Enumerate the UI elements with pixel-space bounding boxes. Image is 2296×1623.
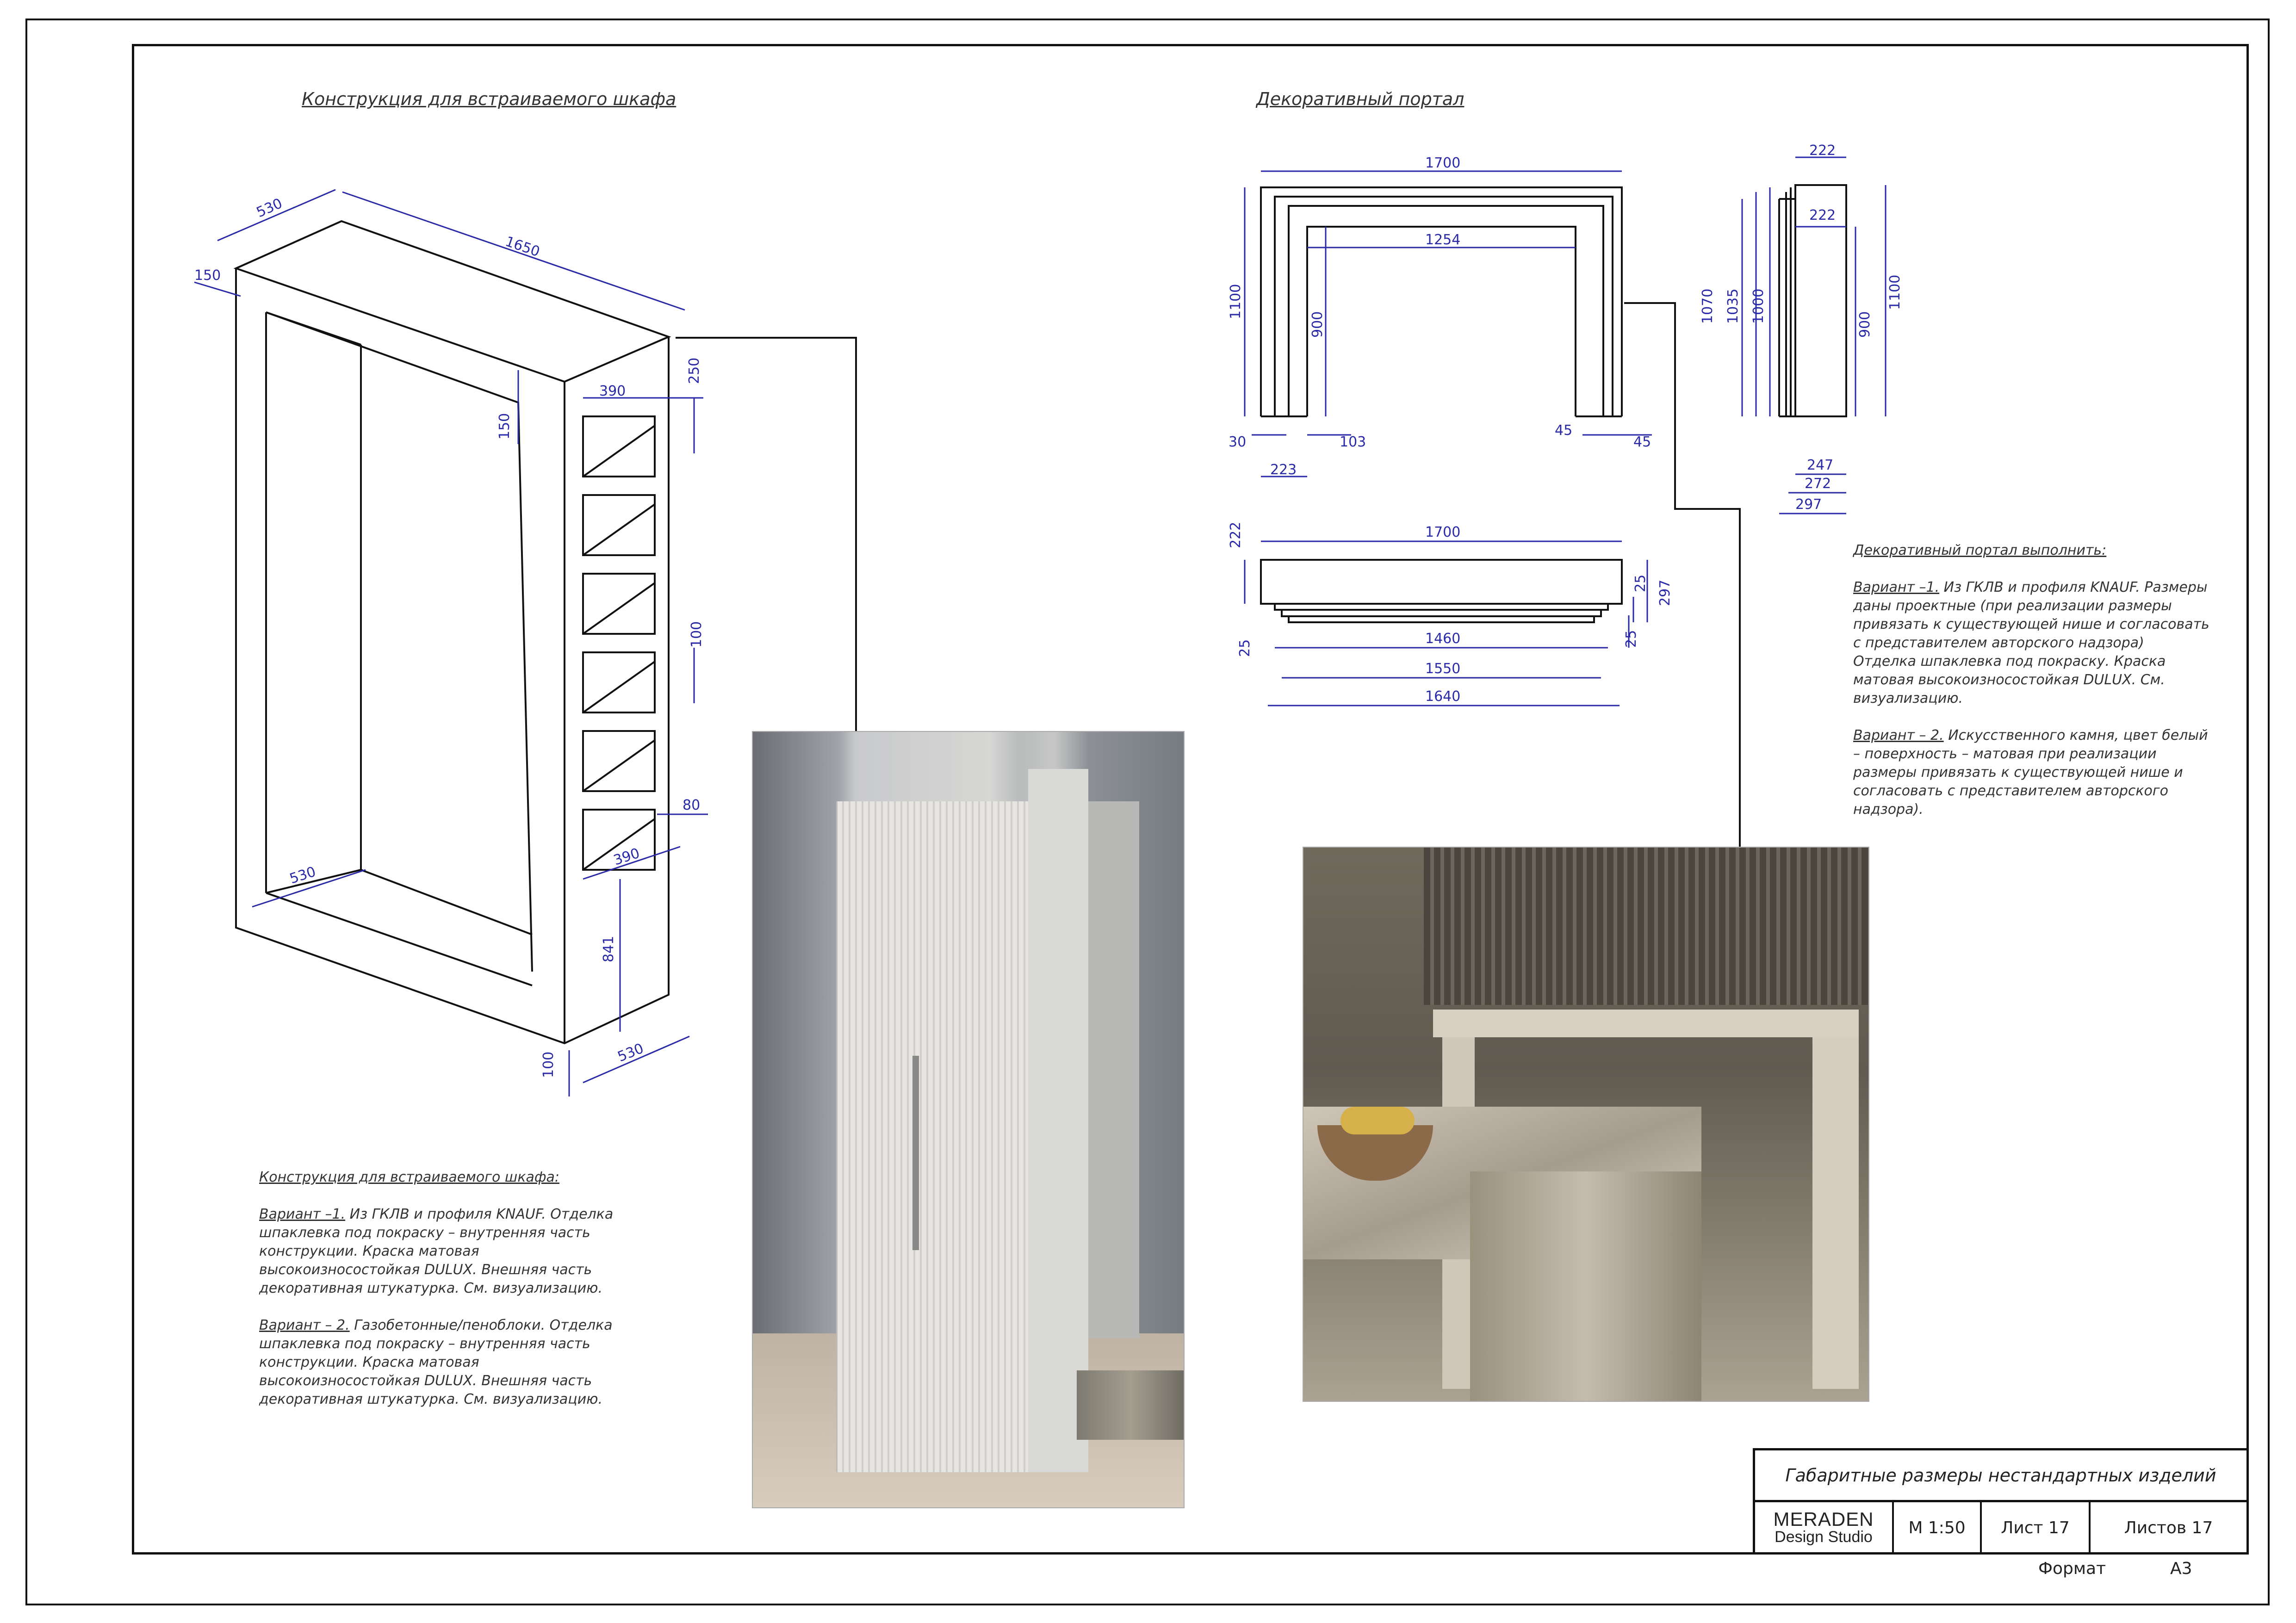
plan-dim-width: 1700 [1425,524,1461,540]
cabinet-notes-heading: Конструкция для встраиваемого шкафа: [259,1169,559,1185]
portal-dim-inner-w: 1254 [1425,232,1461,248]
dim-lower-h: 841 [601,935,617,962]
title-block [1753,1448,2246,1554]
dim-bottom-w: 390 [611,845,642,869]
portal-dim-left-leg: 103 [1340,434,1366,450]
portal-dim-inner-h: 900 [1309,311,1326,338]
side-dim-d2: 272 [1805,476,1831,492]
sheet-cell: Лист 17 [1982,1502,2091,1554]
plan-dim-depth: 222 [1228,521,1244,548]
portal-notes-heading: Декоративный портал выполнить: [1853,542,2107,558]
portal-dim-left-total: 223 [1270,462,1297,478]
dim-bottom-shelf: 80 [683,797,701,813]
cabinet-v1-text: Из ГКЛВ и профиля KNAUF. Отделка шпаклевка под покраску – внутренняя часть конструкции. Краска матовая высокоизносостойкая DULUX. Внешняя часть декоративная штукатурка. См. визуализацию. [259,1206,614,1296]
portal-v1-text: Из ГКЛВ и профиля KNAUF. Размеры даны проектные (при реализации размеры привязать к существующей нише и согласовать с представителем авторского надзора) Отделка шпаклевка под покраску. Краска матовая высокоизносостойкая DULUX. См. визуализацию. [1853,579,2209,706]
dim-base-depth: 530 [287,863,318,887]
portal-title: Декоративный портал [1256,89,1464,109]
portal-dim-width: 1700 [1425,155,1461,171]
portal-dim-height: 1100 [1228,284,1244,319]
plan-dim-w1: 1460 [1425,631,1461,647]
drawing-title: Габаритные размеры нестандартных изделий [1755,1450,2246,1502]
portal-dim-right-b: 45 [1633,434,1651,450]
dim-width: 1650 [503,233,542,260]
cabinet-title: Конструкция для встраиваемого шкафа [302,89,676,109]
brand-name: MERADEN [1773,1508,1874,1530]
dim-plinth-depth: 530 [615,1040,646,1065]
plan-dim-step-c: 25 [1623,630,1639,648]
dim-shelf-w: 390 [599,383,626,399]
dim-shelf-h: 250 [686,357,702,384]
studio-name: Design Studio [1775,1528,1873,1546]
dim-inner-edge: 150 [496,413,513,440]
portal-v2-text: Искусственного камня, цвет белый – поверхность – матовая при реализации размеры привязать к существующей нише и согласовать с представителем авторского надзора). [1853,727,2208,818]
side-dim-d1: 247 [1807,457,1834,473]
plan-dim-depth-total: 297 [1657,579,1673,606]
scale-cell: М 1:50 [1894,1502,1982,1554]
plan-dim-step-a: 25 [1237,639,1253,657]
plan-dim-w3: 1640 [1425,688,1461,705]
side-dim-h3: 1000 [1750,288,1767,324]
side-dim-top2: 222 [1809,207,1836,223]
cabinet-v2-text: Газобетонные/пеноблоки. Отделка шпаклевка под покраску – внутренняя часть конструкции. Краска матовая высокоизносостойкая DULUX. Внешняя часть декоративная штукатурка. См. визуализацию. [259,1317,613,1407]
portal-visualization [1303,847,1869,1402]
portal-v1-label: Вариант –1. [1853,579,1940,595]
brand-cell [1755,1502,1894,1554]
format-value: А3 [2170,1559,2192,1578]
side-dim-h-out: 1100 [1887,274,1903,310]
format-label: Формат [2038,1559,2106,1578]
plan-dim-step-b: 25 [1632,574,1649,592]
sheets-cell: Листов 17 [2124,1518,2213,1537]
dim-edge: 150 [194,267,221,284]
side-dim-h2: 1035 [1725,288,1741,324]
portal-v2-label: Вариант – 2. [1853,727,1944,743]
side-dim-d3: 297 [1795,496,1822,513]
dim-plinth: 100 [540,1051,557,1078]
portal-dim-left-step: 30 [1229,434,1247,450]
cabinet-v2-label: Вариант – 2. [259,1317,350,1333]
cabinet-visualization [752,731,1185,1508]
portal-dim-right-a: 45 [1555,422,1573,439]
side-dim-h-in: 900 [1857,311,1873,338]
plan-dim-w2: 1550 [1425,661,1461,677]
dim-shelf-gap: 100 [689,621,705,648]
dim-depth-top: 530 [254,195,285,221]
side-dim-h1: 1070 [1700,288,1716,324]
side-dim-top: 222 [1809,142,1836,159]
cabinet-notes [259,1168,639,1427]
cabinet-v1-label: Вариант –1. [259,1206,346,1222]
portal-notes [1853,541,2209,837]
